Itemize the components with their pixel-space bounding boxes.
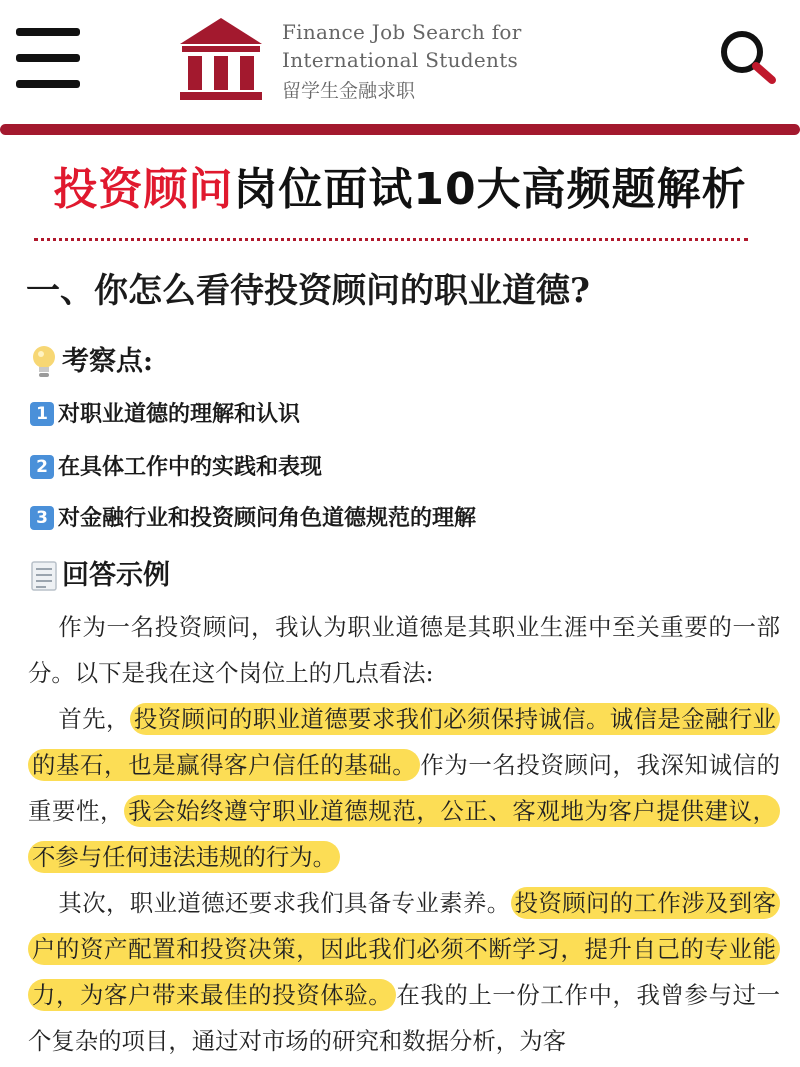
header-divider (0, 124, 800, 135)
answer-body (28, 604, 780, 1064)
brand-en-line1: Finance Job Search for (282, 20, 522, 44)
highlight: 我会始终遵守职业道德规范，公正、客观地为客户提供建议，不参与任何违法违规的行为。 (28, 795, 780, 873)
key-point-3 (30, 502, 476, 534)
key-point-text: 在具体工作中的实践和表现 (58, 454, 323, 480)
title-accent: 投资顾问 (53, 164, 234, 215)
key-points-label: 考察点: (62, 346, 153, 377)
brand-zh: 留学生金融求职 (282, 80, 416, 102)
memo-icon (30, 560, 58, 592)
highlight: 投资顾问的工作涉及到客户的资产配置和投资决策，因此我们必须不断学习，提升自己的专业能力，为客户带来最佳的投资体验。 (28, 887, 780, 1011)
key-point-text: 对职业道德的理解和认识 (58, 401, 301, 427)
text-run: 首先， (58, 705, 130, 733)
highlight: 投资顾问的职业道德要求我们必须保持诚信。诚信是金融行业的基石，也是赢得客户信任的基础。 (28, 703, 780, 781)
key-points-heading (30, 342, 153, 382)
magnifier-icon[interactable] (716, 26, 780, 90)
key-point-1 (30, 398, 300, 430)
title-rest: 岗位面试10大高频题解析 (233, 164, 747, 215)
brand-en-line2: International Students (282, 48, 519, 72)
hamburger-icon[interactable] (16, 28, 80, 88)
dotted-divider (34, 238, 748, 241)
brand-text (282, 18, 582, 106)
lightbulb-icon (30, 344, 58, 380)
answer-paragraph-1: 作为一名投资顾问，我认为职业道德是其职业生涯中至关重要的一部分。以下是我在这个岗位上的几点看法: (28, 613, 780, 687)
answer-paragraph-3 (28, 880, 780, 1064)
key-point-text: 对金融行业和投资顾问角色道德规范的理解 (58, 505, 477, 531)
text-run: 其次，职业道德还要求我们具备专业素养。 (58, 889, 511, 917)
text-run: 作为一名投资顾问，我深知诚信的重要性， (28, 751, 781, 825)
page-title (0, 158, 800, 222)
text-run: 在我的上一份工作中，我曾参与过一个复杂的项目，通过对市场的研究和数据分析，为客 (28, 981, 781, 1055)
answer-paragraph-2 (28, 696, 780, 880)
number-2-badge: 2 (30, 455, 54, 479)
key-point-2 (30, 451, 322, 483)
bank-building-icon (176, 16, 266, 102)
number-1-badge: 1 (30, 402, 54, 426)
header (0, 0, 800, 124)
number-3-badge: 3 (30, 506, 54, 530)
question-heading: 一、你怎么看待投资顾问的职业道德? (26, 271, 590, 311)
answer-label: 回答示例 (62, 560, 170, 591)
answer-heading (30, 556, 170, 596)
